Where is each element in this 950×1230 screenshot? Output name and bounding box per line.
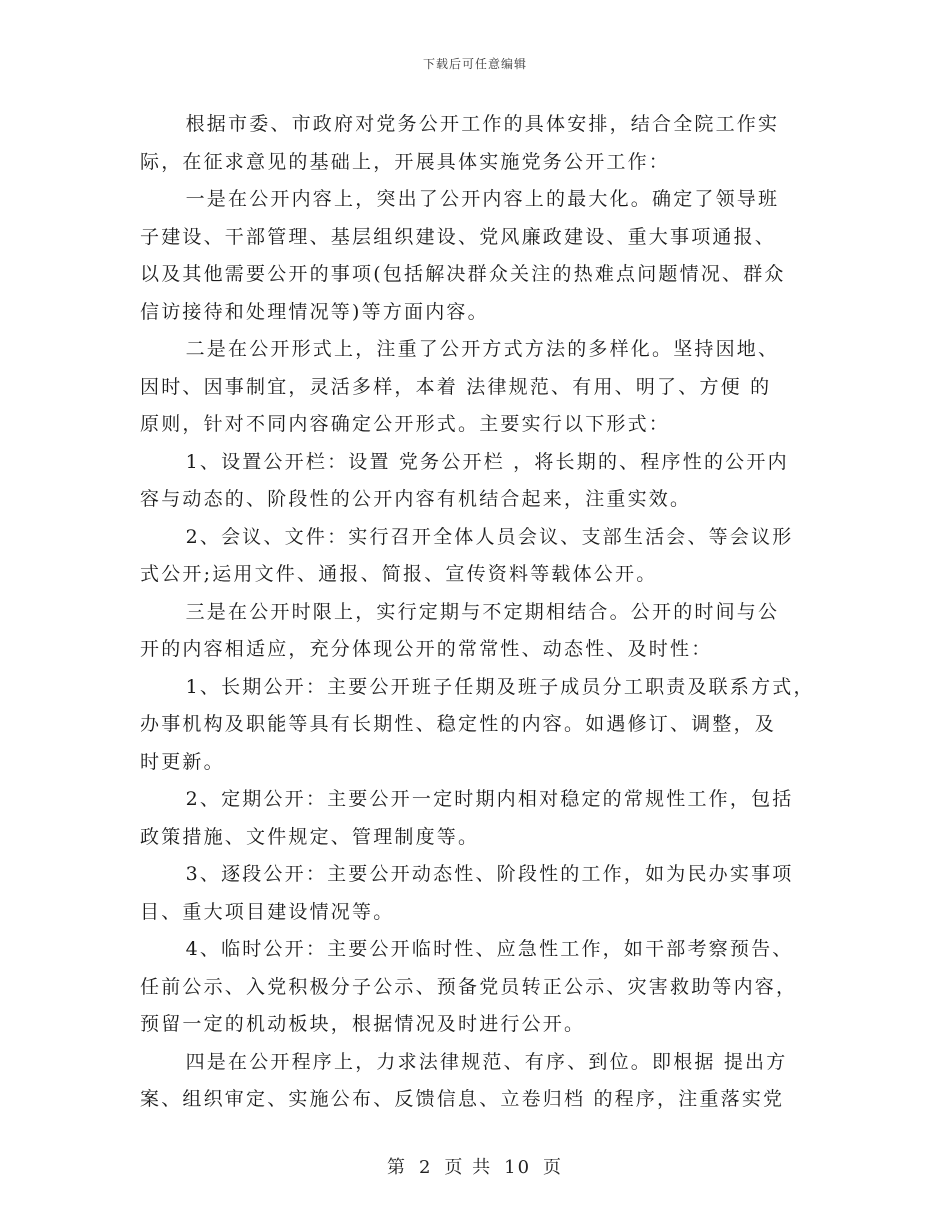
text-line: 四是在公开程序上，力求法律规范、有序、到位。即根据 提出方 <box>185 1050 788 1073</box>
text-line: 信访接待和处理情况等)等方面内容。 <box>140 300 489 323</box>
paragraph <box>140 669 815 782</box>
text-line: 际，在征求意见的基础上，开展具体实施党务公开工作： <box>140 150 671 173</box>
header-note: 下载后可任意编辑 <box>422 57 527 71</box>
text-line: 案、组织审定、实施公布、反馈信息、立卷归档 的程序，注重落实党 <box>140 1088 785 1110</box>
paragraph <box>140 856 812 931</box>
paragraph <box>140 781 812 856</box>
text-line: 2、会议、文件：实行召开全体人员会议、支部生活会、等会议形 <box>185 525 794 548</box>
body-text <box>140 106 815 1119</box>
text-line: 办事机构及职能等具有长期性、稳定性的内容。如遇修订、调整，及 <box>140 713 777 735</box>
text-line: 容与动态的、阶段性的公开内容有机结合起来，注重实效。 <box>140 488 692 510</box>
text-line: 预留一定的机动板块，根据情况及时进行公开。 <box>140 1013 586 1035</box>
text-line: 任前公示、入党积极分子公示、预备党员转正公示、灾害救助等内容， <box>140 975 798 998</box>
text-line: 因时、因事制宜，灵活多样，本着 法律规范、有用、明了、方便 的 <box>140 375 772 398</box>
text-line: 开的内容相适应，充分体现公开的常常性、动态性、及时性： <box>140 638 713 660</box>
text-line: 1、设置公开栏：设置 党务公开栏 ，将长期的、程序性的公开内 <box>185 450 789 473</box>
paragraph <box>140 181 812 331</box>
text-line: 根据市委、市政府对党务公开工作的具体安排，结合全院工作实 <box>185 113 780 135</box>
paragraph <box>140 444 812 519</box>
text-line: 目、重大项目建设情况等。 <box>140 900 395 923</box>
footer-middle: 页 共 <box>444 1157 493 1178</box>
text-line: 3、逐段公开：主要公开动态性、阶段性的工作，如为民办实事项 <box>185 863 794 885</box>
page-number-footer <box>0 1153 950 1179</box>
paragraph <box>140 519 812 594</box>
paragraph <box>140 594 812 669</box>
paragraph <box>140 106 812 181</box>
footer-prefix: 第 <box>386 1157 407 1178</box>
text-line: 原则，针对不同内容确定公开形式。主要实行以下形式： <box>140 413 671 435</box>
text-line: 2、定期公开：主要公开一定时期内相对稳定的常规性工作，包括 <box>185 788 794 810</box>
text-line: 4、临时公开：主要公开临时性、应急性工作，如干部考察预告、 <box>185 938 794 960</box>
footer-suffix: 页 <box>543 1157 564 1178</box>
text-line: 三是在公开时限上，实行定期与不定期相结合。公开的时间与公 <box>185 600 780 623</box>
text-line: 一是在公开内容上，突出了公开内容上的最大化。确定了领导班 <box>185 188 780 210</box>
footer-current-page: 2 <box>418 1157 433 1178</box>
text-line: 时更新。 <box>140 750 225 773</box>
footer-total-pages: 10 <box>504 1157 532 1178</box>
paragraph <box>140 331 812 444</box>
text-line: 子建设、干部管理、基层组织建设、党风廉政建设、重大事项通报、 <box>140 225 777 248</box>
text-line: 1、长期公开：主要公开班子任期及班子成员分工职责及联系方式， <box>185 675 815 698</box>
text-line: 式公开;运用文件、通报、简报、宣传资料等载体公开。 <box>140 563 658 585</box>
paragraph <box>140 931 812 1044</box>
paragraph <box>140 1044 812 1119</box>
text-line: 二是在公开形式上，注重了公开方式方法的多样化。坚持因地、 <box>185 338 780 360</box>
text-line: 政策措施、文件规定、管理制度等。 <box>140 825 480 848</box>
text-line: 以及其他需要公开的事项(包括解决群众关注的热难点问题情况、群众 <box>140 263 786 285</box>
